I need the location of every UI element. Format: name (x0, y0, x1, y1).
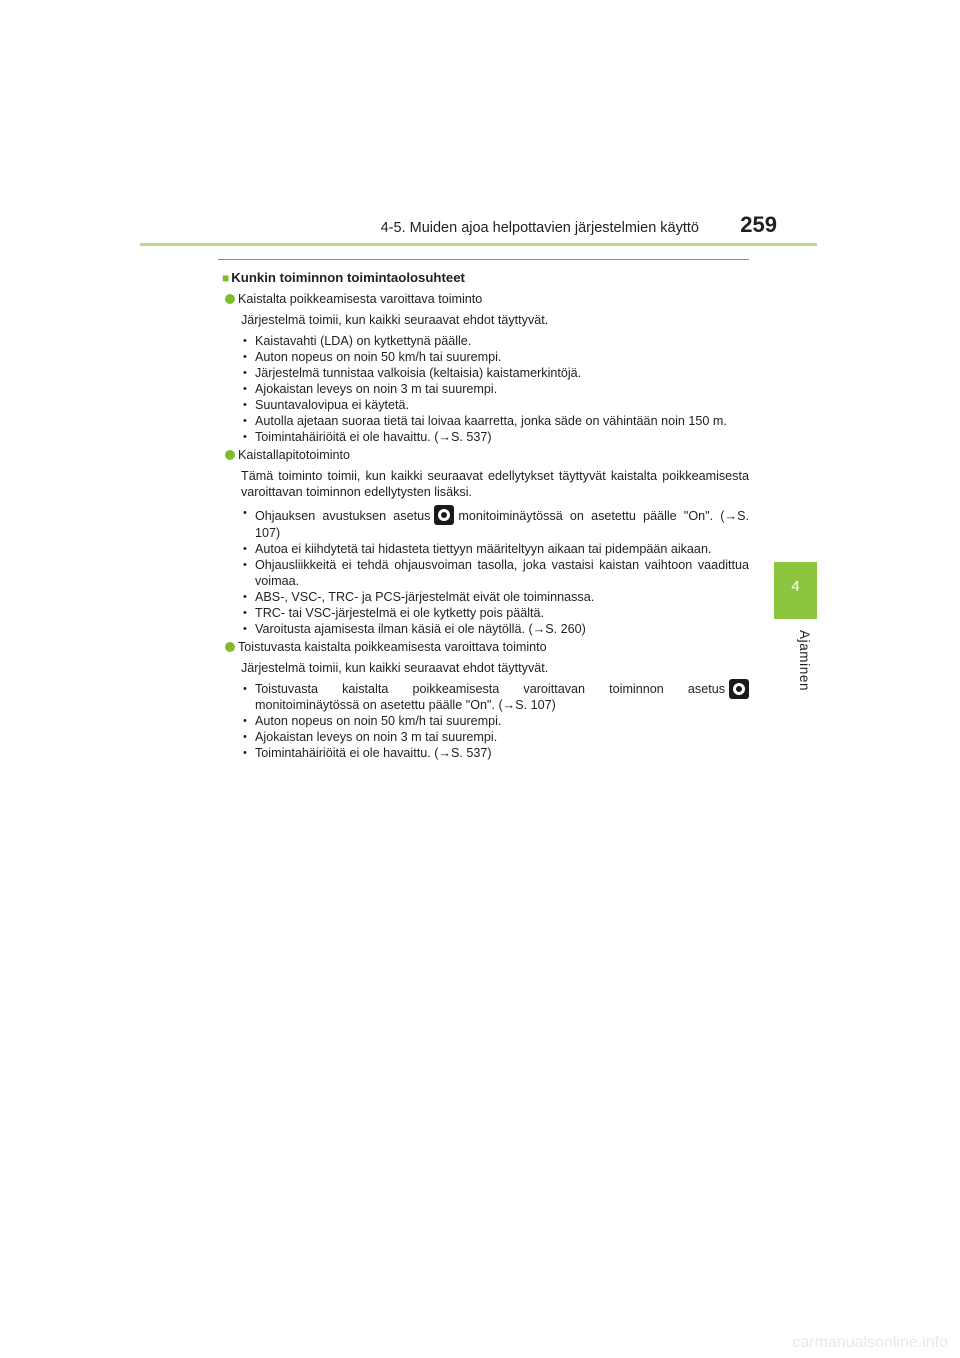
list-item: • Toimintahäiriöitä ei ole havaittu. (→S. 537) (241, 745, 749, 761)
chapter-tab-number: 4 (791, 578, 800, 595)
list-item: • Auton nopeus on noin 50 km/h tai suurempi. (241, 349, 749, 365)
condition-list (241, 505, 749, 637)
subsection-intro: Järjestelmä toimii, kun kaikki seuraavat ehdot täyttyvät. (241, 661, 549, 675)
chapter-tab-label: Ajaminen (797, 630, 812, 692)
subsection-intro: Tämä toiminto toimii, kun kaikki seuraavat edellytykset täyttyvät kaistalta poikkeamisesta varoittavan toiminnon edellytysten lisäksi. (241, 469, 749, 499)
list-item: • Järjestelmä tunnistaa valkoisia (keltaisia) kaistamerkintöjä. (241, 365, 749, 381)
page-header (140, 212, 817, 246)
header-rule (140, 243, 817, 246)
condition-list (241, 681, 749, 761)
list-item: • ABS-, VSC-, TRC- ja PCS-järjestelmät eivät ole toiminnassa. (241, 589, 749, 605)
section-title-text: Kunkin toiminnon toimintaolosuhteet (231, 270, 465, 285)
content-rule (218, 259, 749, 260)
subsection-lane-keeping (225, 447, 749, 637)
list-item: • Kaistavahti (LDA) on kytkettynä päälle. (241, 333, 749, 349)
subsection-lane-departure-alert (225, 291, 749, 445)
list-item: • Toimintahäiriöitä ei ole havaittu. (→S. 537) (241, 429, 749, 445)
settings-gear-icon (729, 679, 749, 699)
list-item: • Ohjausliikkeitä ei tehdä ohjausvoiman tasolla, joka vastaisi kaistan vaihtoon vaadittua voimaa. (241, 557, 749, 589)
circle-bullet-icon (225, 450, 235, 460)
subsection-title: Kaistalta poikkeamisesta varoittava toiminto (225, 291, 749, 307)
chapter-tab[interactable] (774, 562, 817, 619)
header-section-title: 4-5. Muiden ajoa helpottavien järjestelmien käyttö (380, 220, 699, 236)
list-item: • Autoa ei kiihdytetä tai hidasteta tiettyyn määriteltyyn aikaan tai pidempään aikaan. (241, 541, 749, 557)
circle-bullet-icon (225, 294, 235, 304)
subsection-title: Kaistallapitotoiminto (225, 447, 749, 463)
subsection-intro: Järjestelmä toimii, kun kaikki seuraavat ehdot täyttyvät. (241, 313, 549, 327)
list-item: • Autolla ajetaan suoraa tietä tai loivaa kaarretta, jonka säde on vähintään noin 150 m. (241, 413, 749, 429)
section-title (222, 270, 749, 286)
footer-watermark: carmanualsonline.info (792, 1334, 948, 1351)
circle-bullet-icon (225, 642, 235, 652)
page-number: 259 (740, 212, 777, 237)
subsection-repeated-lane-departure (225, 639, 749, 761)
subsection-title: Toistuvasta kaistalta poikkeamisesta varoittava toiminto (225, 639, 749, 655)
list-item: • Suuntavalovipua ei käytetä. (241, 397, 749, 413)
list-item: • TRC- tai VSC-järjestelmä ei ole kytketty pois päältä. (241, 605, 749, 621)
square-bullet-icon: ■ (222, 271, 230, 285)
condition-list (241, 333, 749, 445)
page-content (222, 270, 749, 761)
list-item: • Ajokaistan leveys on noin 3 m tai suurempi. (241, 381, 749, 397)
list-item: • Toistuvasta kaistalta poikkeamisesta varoittavan toiminnon asetus monitoiminäytössä on asetettu päälle "On". (→S. 107) (241, 681, 749, 713)
list-item: • Varoitusta ajamisesta ilman käsiä ei ole näytöllä. (→S. 260) (241, 621, 749, 637)
list-item: • Ajokaistan leveys on noin 3 m tai suurempi. (241, 729, 749, 745)
list-item: • Ohjauksen avustuksen asetus monitoiminäytössä on asetettu päälle "On". (→S. 107) (241, 505, 749, 541)
settings-gear-icon (434, 505, 454, 525)
list-item: • Auton nopeus on noin 50 km/h tai suurempi. (241, 713, 749, 729)
